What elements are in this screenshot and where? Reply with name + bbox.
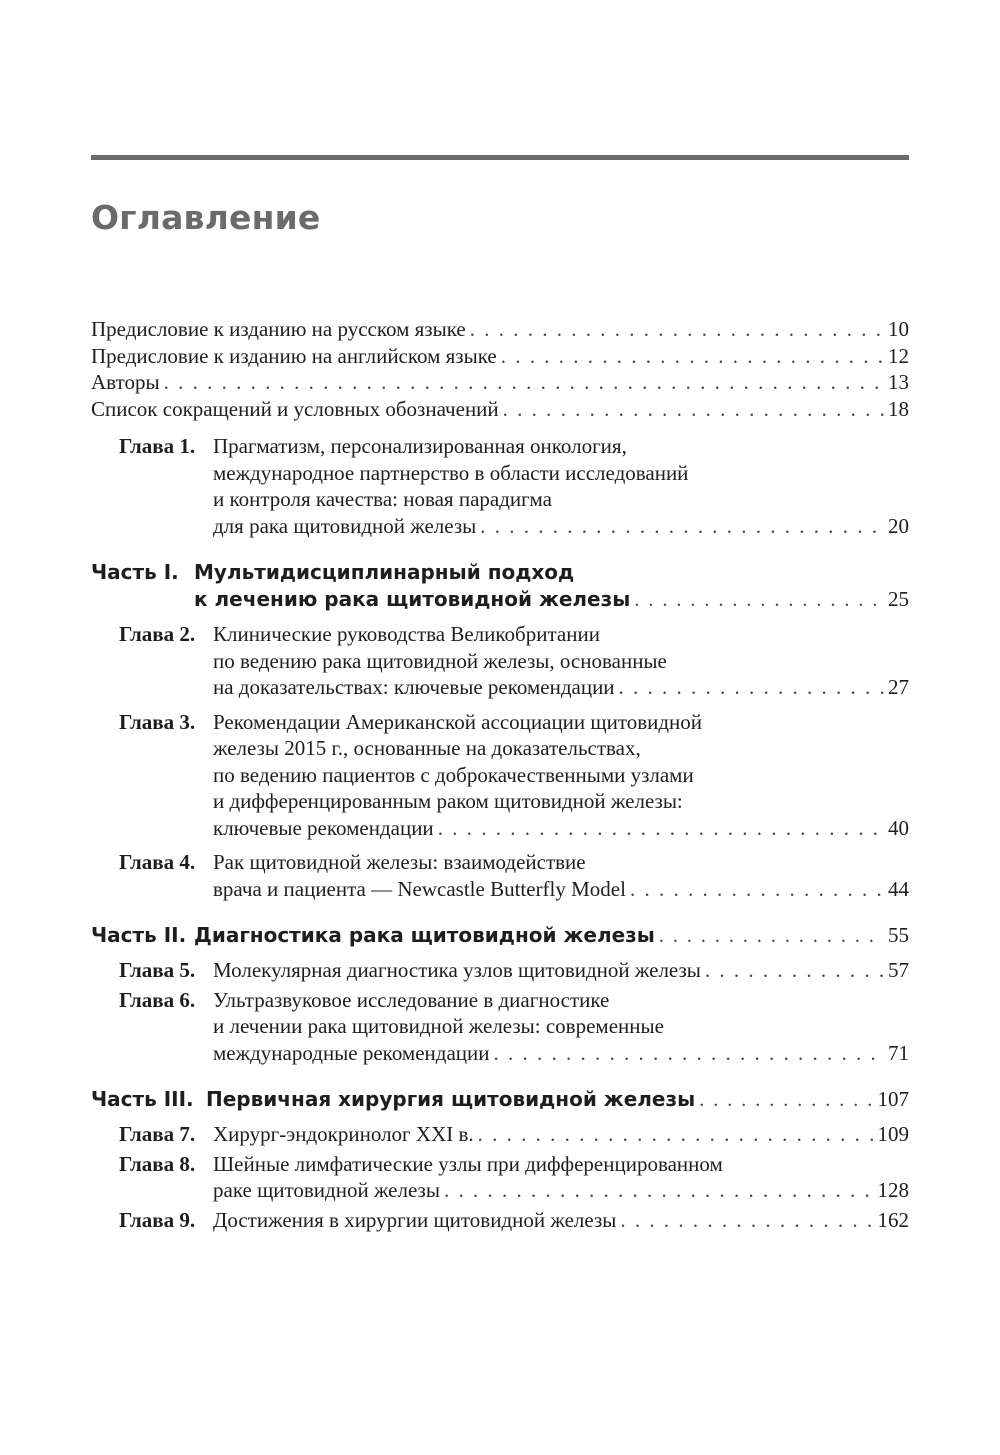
toc-entry-text: Предисловие к изданию на английском языке — [91, 343, 497, 368]
dot-leader — [620, 1207, 873, 1234]
toc-chapter-4[interactable] — [119, 849, 909, 902]
top-rule — [91, 155, 909, 160]
toc-chapter-9[interactable] — [119, 1207, 909, 1234]
chapter-title-line: Ультразвуковое исследование в диагностике — [213, 987, 610, 1012]
toc-page-number: 128 — [877, 1178, 909, 1202]
chapter-label: Глава 3. — [119, 709, 196, 734]
toc-page-number: 57 — [888, 958, 909, 982]
toc-page-number: 40 — [888, 815, 909, 840]
chapter-label: Глава 1. — [119, 434, 196, 458]
toc-chapter-2[interactable] — [119, 621, 909, 701]
toc-entry-text: Предисловие к изданию на русском языке — [91, 317, 466, 341]
chapter-title-line: по ведению пациентов с доброкачественными узлами — [213, 762, 694, 787]
chapter-label: Глава 7. — [119, 1122, 196, 1146]
dot-leader — [630, 876, 884, 903]
chapter-title-line: раке щитовидной железы — [213, 1178, 440, 1202]
part-title-line: Мультидисциплинарный подход — [194, 560, 575, 584]
toc-entry-text: Список сокращений и условных обозначений — [91, 396, 499, 421]
chapter-title-line: Рекомендации Американской ассоциации щитовидной — [213, 709, 703, 734]
part-title-line: к лечению рака щитовидной железы — [194, 587, 631, 611]
dot-leader — [705, 957, 884, 984]
chapter-title-line: и лечении рака щитовидной железы: современные — [213, 1014, 664, 1038]
chapter-title-line: и контроля качества: новая парадигма — [213, 487, 552, 511]
chapter-title-line: врача и пациента — Newcastle Butterfly Model — [213, 876, 626, 901]
dot-leader — [480, 513, 884, 540]
chapter-title-line: для рака щитовидной железы — [213, 513, 477, 538]
chapter-title-line: Хирург-эндокринолог XXI в. — [213, 1122, 474, 1146]
dot-leader — [501, 343, 884, 370]
toc-chapter-7[interactable] — [119, 1121, 909, 1148]
dot-leader — [699, 1087, 873, 1114]
chapter-title-line: на доказательствах: ключевые рекомендации — [213, 675, 615, 699]
chapter-label: Глава 6. — [119, 987, 196, 1012]
toc-chapter-3[interactable] — [119, 709, 909, 842]
toc-part-1[interactable] — [91, 559, 909, 613]
toc-page-number: 55 — [888, 923, 909, 947]
chapter-label: Глава 8. — [119, 1151, 196, 1176]
dot-leader — [494, 1040, 885, 1067]
dot-leader — [438, 815, 884, 842]
toc-page-number: 71 — [888, 1040, 909, 1065]
chapter-title-line: международное партнерство в области исследований — [213, 460, 689, 485]
chapter-label: Глава 2. — [119, 622, 196, 646]
part-label: Часть III. — [91, 1087, 194, 1111]
dot-leader — [164, 369, 884, 396]
toc-page-number: 25 — [888, 587, 909, 611]
toc-entry-abbreviations[interactable] — [91, 396, 909, 423]
part-title-line: Диагностика рака щитовидной железы — [194, 923, 655, 947]
toc-entry-authors[interactable] — [91, 369, 909, 396]
dot-leader — [478, 1121, 874, 1148]
chapter-label: Глава 5. — [119, 958, 196, 982]
chapter-title-line: Молекулярная диагностика узлов щитовидной железы — [213, 958, 701, 982]
chapter-label: Глава 9. — [119, 1207, 196, 1232]
toc-page-number: 13 — [888, 370, 909, 394]
toc-part-2[interactable] — [91, 922, 909, 949]
part-label: Часть I. — [91, 560, 179, 584]
toc-chapter-5[interactable] — [119, 957, 909, 984]
toc-chapter-8[interactable] — [119, 1151, 909, 1204]
chapter-title-line: ключевые рекомендации — [213, 815, 434, 840]
toc-part-3[interactable] — [91, 1086, 909, 1113]
dot-leader — [619, 674, 884, 701]
chapter-title-line: по ведению рака щитовидной железы, основанные — [213, 648, 667, 673]
dot-leader — [444, 1177, 874, 1204]
toc-entry-text: Авторы — [91, 370, 160, 394]
chapter-title-line: и дифференцированным раком щитовидной железы: — [213, 789, 683, 813]
toc-page-number: 10 — [888, 317, 909, 341]
table-of-contents — [91, 316, 909, 1233]
toc-chapter-1[interactable] — [119, 433, 909, 539]
chapter-title-line: железы 2015 г., основанные на доказательствах, — [213, 736, 641, 760]
toc-page-number: 109 — [877, 1122, 909, 1146]
chapter-title-line: Прагматизм, персонализированная онкология, — [213, 434, 627, 458]
toc-page-number: 44 — [888, 876, 909, 901]
toc-page-number: 18 — [888, 396, 909, 421]
toc-page-number: 12 — [888, 343, 909, 368]
page-title: Оглавление — [91, 198, 321, 237]
toc-page-number: 27 — [888, 675, 909, 699]
toc-entry-foreword-russian[interactable] — [91, 316, 909, 343]
chapter-title-line: Достижения в хирургии щитовидной железы — [213, 1207, 617, 1232]
part-label: Часть II. — [91, 923, 187, 947]
chapter-label: Глава 4. — [119, 850, 196, 874]
toc-page-number: 107 — [877, 1087, 909, 1111]
dot-leader — [659, 923, 884, 950]
dot-leader — [470, 316, 884, 343]
chapter-title-line: международные рекомендации — [213, 1040, 490, 1065]
toc-page-number: 20 — [888, 513, 909, 538]
toc-chapter-6[interactable] — [119, 987, 909, 1067]
toc-entry-foreword-english[interactable] — [91, 343, 909, 370]
toc-page-number: 162 — [877, 1207, 909, 1232]
dot-leader — [634, 587, 884, 614]
dot-leader — [503, 396, 884, 423]
chapter-title-line: Шейные лимфатические узлы при дифференцированном — [213, 1151, 723, 1176]
part-title-line: Первичная хирургия щитовидной железы — [206, 1087, 696, 1111]
chapter-title-line: Рак щитовидной железы: взаимодействие — [213, 850, 586, 874]
chapter-title-line: Клинические руководства Великобритании — [213, 622, 600, 646]
